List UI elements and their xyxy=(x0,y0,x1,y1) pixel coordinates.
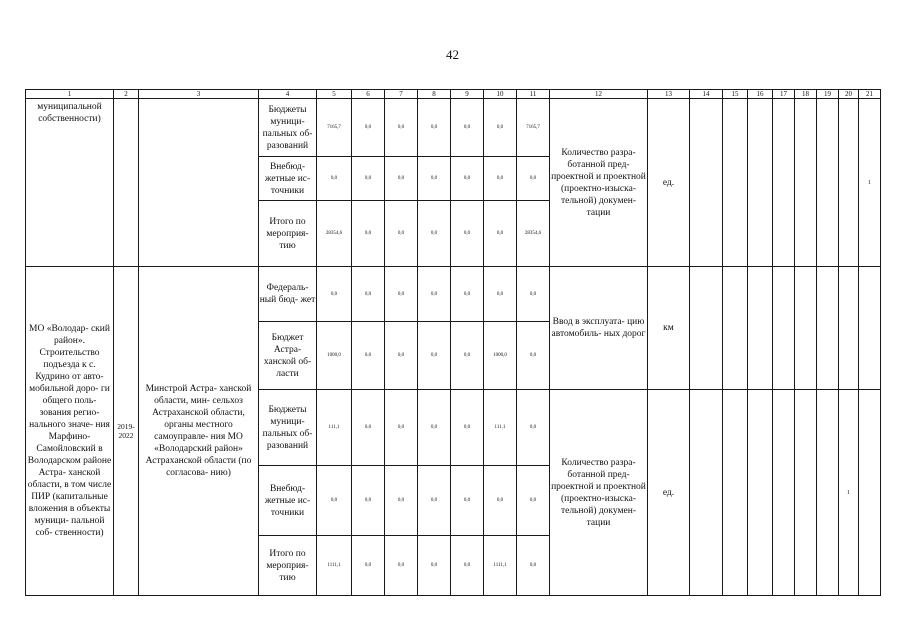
empty-cell xyxy=(773,99,795,267)
value-cell: 0,0 xyxy=(352,267,385,322)
value-cell: 0,0 xyxy=(385,201,418,267)
empty-cell xyxy=(723,267,748,390)
col-number: 14 xyxy=(690,90,723,99)
empty-cell xyxy=(690,267,723,390)
value-cell: 0,0 xyxy=(451,267,484,322)
funding-source-cell: Бюджеты муници- пальных об- разований xyxy=(259,99,317,157)
value-cell: 0,0 xyxy=(451,466,484,536)
value-cell: 0,0 xyxy=(517,157,550,201)
value-cell: 0,0 xyxy=(451,390,484,466)
empty-cell xyxy=(748,267,773,390)
value-cell: 0,0 xyxy=(418,466,451,536)
funding-source-cell: Бюджет Астра- ханской об- ласти xyxy=(259,322,317,390)
funding-source-cell: Внебюд- жетные ис- точники xyxy=(259,466,317,536)
value-cell: 0,0 xyxy=(418,157,451,201)
value-cell: 0,0 xyxy=(517,322,550,390)
col-number: 11 xyxy=(517,90,550,99)
col-number: 19 xyxy=(817,90,839,99)
value-cell: 1111,1 xyxy=(317,536,352,596)
value-cell: 0,0 xyxy=(484,99,517,157)
col-number: 3 xyxy=(139,90,259,99)
value-cell: 28354,6 xyxy=(317,201,352,267)
value-cell: 0,0 xyxy=(517,466,550,536)
value-cell: 0,0 xyxy=(418,267,451,322)
target-value-cell: 1 xyxy=(859,99,881,267)
measure-name-cell: муниципальной собственности) xyxy=(26,99,114,267)
value-cell: 0,0 xyxy=(451,99,484,157)
col-number: 7 xyxy=(385,90,418,99)
value-cell: 0,0 xyxy=(385,536,418,596)
value-cell: 0,0 xyxy=(352,390,385,466)
value-cell: 111,1 xyxy=(484,390,517,466)
col-number: 9 xyxy=(451,90,484,99)
col-number: 20 xyxy=(839,90,859,99)
col-number: 10 xyxy=(484,90,517,99)
table-row xyxy=(26,99,881,157)
measure-name-cell: МО «Володар- ский район». Строительство подъезда к с. Кудрино от авто- мобильной доро- ги общего поль- зования регио- нального значе- ния Марфино- Самойловский в Володарском районе Астра- ханской области, в том числе ПИР (капитальные вложения в объекты муници- пальной соб- ственности) xyxy=(26,267,114,596)
value-cell: 0,0 xyxy=(517,536,550,596)
value-cell: 0,0 xyxy=(484,201,517,267)
value-cell: 0,0 xyxy=(352,99,385,157)
empty-cell xyxy=(839,267,859,390)
unit-cell: ед. xyxy=(648,390,690,596)
col-number: 21 xyxy=(859,90,881,99)
empty-cell xyxy=(859,390,881,596)
value-cell: 0,0 xyxy=(517,390,550,466)
executor-cell: Минстрой Астра- ханской области, мин- сельхоз Астраханской области, органы местного самоуправле- ния МО «Володарский район» Астраханской области (по согласова- нию) xyxy=(139,267,259,596)
value-cell: 0,0 xyxy=(352,536,385,596)
value-cell: 0,0 xyxy=(484,157,517,201)
value-cell: 28354,6 xyxy=(517,201,550,267)
value-cell: 0,0 xyxy=(352,322,385,390)
col-number: 15 xyxy=(723,90,748,99)
empty-cell xyxy=(723,99,748,267)
value-cell: 0,0 xyxy=(451,536,484,596)
col-number: 2 xyxy=(114,90,139,99)
col-number: 1 xyxy=(26,90,114,99)
funding-source-cell: Внебюд- жетные ис- точники xyxy=(259,157,317,201)
funding-source-cell: Федераль- ный бюд- жет xyxy=(259,267,317,322)
value-cell: 0,0 xyxy=(418,99,451,157)
table-row xyxy=(26,267,881,322)
value-cell: 0,0 xyxy=(385,157,418,201)
col-number: 5 xyxy=(317,90,352,99)
value-cell: 0,0 xyxy=(517,267,550,322)
value-cell: 0,0 xyxy=(385,390,418,466)
empty-cell xyxy=(795,267,817,390)
value-cell: 0,0 xyxy=(352,157,385,201)
empty-cell xyxy=(748,99,773,267)
empty-cell xyxy=(748,390,773,596)
value-cell: 0,0 xyxy=(385,267,418,322)
period-cell xyxy=(114,99,139,267)
indicator-cell: Ввод в эксплуата- цию автомобиль- ных дорог xyxy=(550,267,648,390)
value-cell: 0,0 xyxy=(317,267,352,322)
value-cell: 1000,0 xyxy=(317,322,352,390)
value-cell: 0,0 xyxy=(385,466,418,536)
empty-cell xyxy=(817,99,839,267)
value-cell: 0,0 xyxy=(451,201,484,267)
value-cell: 0,0 xyxy=(385,99,418,157)
value-cell: 0,0 xyxy=(317,466,352,536)
funding-source-cell: Итого по мероприя- тию xyxy=(259,536,317,596)
empty-cell xyxy=(773,267,795,390)
empty-cell xyxy=(859,267,881,390)
empty-cell xyxy=(817,267,839,390)
value-cell: 0,0 xyxy=(451,322,484,390)
executor-cell xyxy=(139,99,259,267)
col-number: 17 xyxy=(773,90,795,99)
empty-cell xyxy=(795,390,817,596)
col-number: 6 xyxy=(352,90,385,99)
col-number: 4 xyxy=(259,90,317,99)
col-number: 8 xyxy=(418,90,451,99)
value-cell: 0,0 xyxy=(484,466,517,536)
value-cell: 0,0 xyxy=(418,390,451,466)
empty-cell xyxy=(817,390,839,596)
indicator-cell: Количество разра- ботанной пред- проектной и проектной (проектно-изыска- тельной) докумен- тации xyxy=(550,99,648,267)
funding-source-cell: Бюджеты муници- пальных об- разований xyxy=(259,390,317,466)
unit-cell: км xyxy=(648,267,690,390)
empty-cell xyxy=(795,99,817,267)
value-cell: 0,0 xyxy=(352,466,385,536)
value-cell: 0,0 xyxy=(451,157,484,201)
empty-cell xyxy=(690,390,723,596)
col-number: 12 xyxy=(550,90,648,99)
value-cell: 0,0 xyxy=(484,267,517,322)
value-cell: 0,0 xyxy=(418,201,451,267)
value-cell: 1000,0 xyxy=(484,322,517,390)
value-cell: 111,1 xyxy=(317,390,352,466)
funding-source-cell: Итого по мероприя- тию xyxy=(259,201,317,267)
value-cell: 0,0 xyxy=(385,322,418,390)
col-number: 18 xyxy=(795,90,817,99)
period-cell: 2019- 2022 xyxy=(114,267,139,596)
unit-cell: ед. xyxy=(648,99,690,267)
column-number-row xyxy=(26,90,881,99)
value-cell: 0,0 xyxy=(418,322,451,390)
col-number: 16 xyxy=(748,90,773,99)
value-cell: 0,0 xyxy=(352,201,385,267)
target-value-cell: 1 xyxy=(839,390,859,596)
empty-cell xyxy=(839,99,859,267)
value-cell: 7165,7 xyxy=(517,99,550,157)
empty-cell xyxy=(773,390,795,596)
value-cell: 7165,7 xyxy=(317,99,352,157)
value-cell: 0,0 xyxy=(418,536,451,596)
col-number: 13 xyxy=(648,90,690,99)
program-table xyxy=(25,89,881,596)
page-number: 42 xyxy=(446,47,459,62)
indicator-cell: Количество разра- ботанной пред- проектной и проектной (проектно-изыска- тельной) докумен- тации xyxy=(550,390,648,596)
empty-cell xyxy=(690,99,723,267)
value-cell: 1111,1 xyxy=(484,536,517,596)
empty-cell xyxy=(723,390,748,596)
value-cell: 0,0 xyxy=(317,157,352,201)
